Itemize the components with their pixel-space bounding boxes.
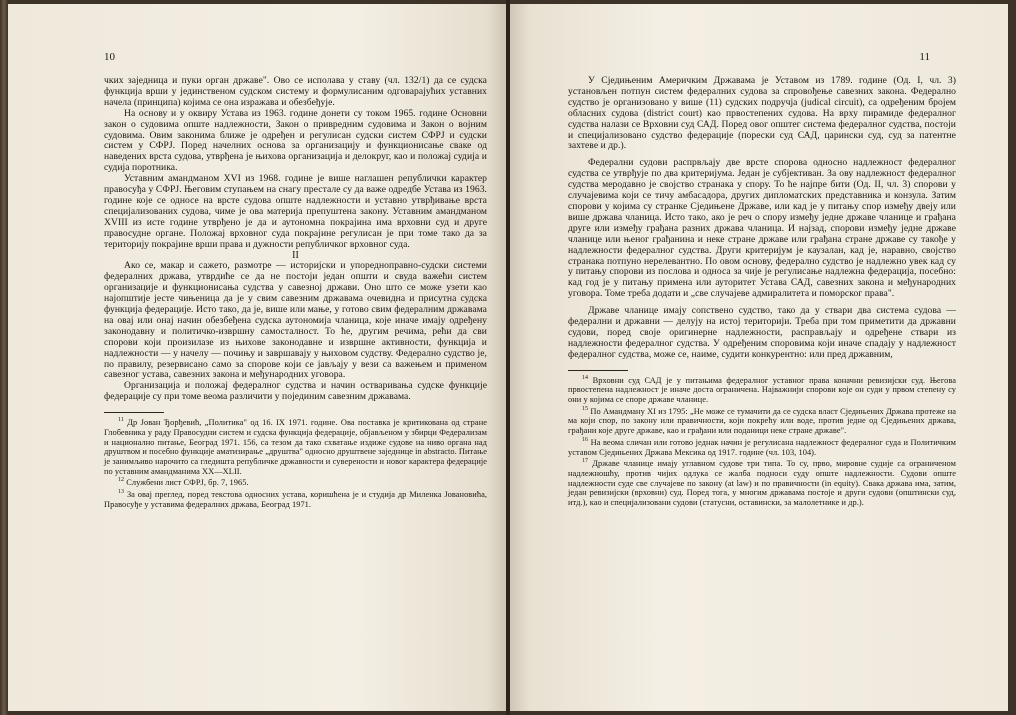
footnote-text: На веома сличан или готово једнак начин је регулисана надлежност федералног суда и Политичким уставом Сједињених Држава Мексика од 1917. године (чл. 103, 104). (568, 437, 956, 457)
footnote-text: Др Јован Ђорђевић, „Политика" од 16. IX 1971. године. Ова поставка је критикована од стране Глобевника у раду Правосудни систем и судска функција федерације, објављеном у збирци Федерализам и национално питање, Београд 1971. 156, са тезом да тако схватање издиже судове на ниво органа над друштвом и посебно функције аматизирање „друштва" односно друштвене заједнице in abstracto. Питање је занимљиво нарочито са гледишта републичке државности и суверености и новог карактера федерације по уставним амандманима XX—XLII. (104, 418, 487, 476)
paragraph: Федерални судови распрвљају две врсте спорова односно надлежност федералног судства се утврђује по два критеријума. Један је субјективан. За ову надлежност федералног судства меродавно је својство странака у спору. То ће најпре бити (Од. II, чл. 3) спорови у случајевима који се тичу амбасадора, других дипломатских представника и конзула. Затим спорови у којима су странке Сједињене Државе, или кад је у питању спор између двеју или више држава чланица. Исто тако, ако је реч о спору између једне државе чланице и грађана друге или између грађана разних држава чланица. И најзад, спорови између једне државе чланице или њеног грађанина и неке стране државе или грађана стране државе су такође у надлежности федералног судства. Други критеријум је каузалан, кад је, наравно, својство странака потпуно нерелевантно. По овом основу, федерално судство је надлежно увек кад су у питању спорови из послова и односа за чије је регулисање надлежна федерација, посебно: кад год је у питању примена или ауторитет Устава САД, савезних закона и међународних уговора. Томе треба додати и „све случајеве адмиралитета и поморског права". (568, 157, 956, 300)
footnote (104, 478, 487, 488)
footnote-number: 17 (582, 458, 589, 465)
left-page (8, 4, 506, 711)
paragraph: Државе чланице имају сопствено судство, тако да у ствари два система судова — федерални и државни — делују на истој територији. Треба при том приметити да државни судови, поред своје оригинерне надлежности, расправљају и одређене ствари из надлежности федералног судства. У одређеним споровима који иначе спадају у надлежност федералног судства, може се, наиме, судити конкурентно: или пред државним, (568, 305, 956, 360)
paragraph: Организација и положај федералног судства и начин остваривања судске функције федерације су при томе веома различити у појединим савезним државама. (104, 380, 487, 403)
right-page-body (568, 76, 956, 510)
footnote-text: По Амандману XI из 1795: „Не може се тумачити да се судска власт Сједињених Држава протеже на ма који спор, по закону или правичности, који покрећу или воде, против једне од Сједињених држава, грађани које друге државе, као и грађани или поданици неке стране државе". (568, 406, 956, 436)
right-page (510, 4, 1008, 711)
footnote-divider (104, 412, 164, 413)
footnote-text: Службени лист СФРЈ, бр. 7, 1965. (126, 478, 249, 488)
footnote-text: За овај преглед, поред текстова односних устава, коришћена је и студија др Миленка Јовановића, Правосуђе у уставима федералних држава, Београд 1971. (104, 490, 487, 509)
paragraph: чких заједница и пуки орган државе". Ово се исполава у ставу (чл. 132/1) да се судска функција врши у јединственом судском систему и формулисаним одговарајућих уставних начела (принципа) којима се она изражава и обезбеђује. (104, 75, 487, 108)
footnote-text: Државе чланице имају углавном судове три типа. То су, прво, мировне судије са ограниченом надлежношћу, против чијих одлука се жалба подноси суду опште надлежности. Судови опште надлежности суде све случајеве по закону (at law) и по правичности (in equity). Свака држава има, затим, један ревизијски (врховни) суд. Поред тога, у многим државама постоје и други судови (општински суд, итд.), као и специјализовани судови (статусни, оставински, за малолетнике и др.). (568, 459, 956, 508)
page-number: 11 (919, 51, 930, 63)
paragraph: Уставним амандманом XVI из 1968. године је више наглашен републички карактер правосуђа у СФРЈ. Његовим ступањем на снагу престале су да важе одредбе Устава из 1963. године које се односе на врсте судова опште надлежности и уставно утврђивање врста специјализованих судова, чиме је ова материја препуштена закону. Уставним амандманом XVIII из исте године утврђено је да и аутономна покрајина има врховни суд и друге правосудне органе. Положај врховног суда покрајине регулисан је при томе тако да за територију покрајине врши права и дужности републичког врховног суда. (104, 173, 487, 250)
footnote (568, 459, 956, 508)
paragraph: На основу и у оквиру Устава из 1963. године донети су током 1965. године Основни закон о судовима опште надлежности, Закон о привредним судовима и Закон о војним судовима. Овим законима ближе је одређен и регулисан судски систем СФРЈ и судски систем у СФРЈ. Поред начелних основа за организацију и функционисање сваке од наведених врста судова, утврђена је њихова организација и делокруг, као и положај судија и судија поротника. (104, 107, 487, 174)
footnote (104, 418, 487, 476)
footnote-number: 14 (582, 374, 589, 381)
paragraph: Ако се, макар и сажето, размотре — историјски и упоредноправно-судски системи федералних држава, утврдиће се да не постоји један општи и свуда важећи систем организације и функционисања судства у савезној држави. Оно што се може узети као најопштије јесте чињеница да је у свим савезним државама очевидна и присутна судска функција федерације. Исто тако, да је, више или мање, у готово свим федералним државама на овај или онај начин обезбеђена судска аутономија чланица, које иначе имају одређену законодавну и политичко-извршну самосталност. То ће, другим речима, рећи да сви спорови који произилазе из њихове законодавне и извршне активности, функција и надлежности — у начелу — почињу и завршавају у њиховом судству. Федерално судство је, по правилу, резервисано само за спорове који се јављају у вези са важењем и применом савезног устава, савезних закона и међународних уговора. (104, 260, 487, 381)
footnote (568, 407, 956, 436)
footnote-number: 12 (118, 477, 125, 484)
footnote-divider (568, 370, 628, 371)
footnote-number: 15 (582, 405, 589, 412)
footnote-number: 13 (118, 489, 125, 496)
footnote (104, 490, 487, 509)
footnote (568, 376, 956, 405)
footnote (568, 438, 956, 457)
footnote-number: 11 (118, 417, 124, 424)
footnote-text: Врховни суд САД је у питањима федералног уставног права коначни ревизијски суд. Његова првостепена надлежност је иначе доста ограничена. Најважнији спорови које он суди у првом степену су они у којима се споре државе чланице. (568, 375, 956, 405)
paragraph: У Сједињеним Америчким Државама је Уставом из 1789. године (Од. I, чл. 3) установљен потпун систем федералних судова за спровођење савезних закона. Федерално судство је организовано у више (11) судских подручја (judical circuit), са одређеним бројем обласних судова (district court) као првостепених судова. На врху пирамиде федералног судства налази се Врховни суд САД. Поред овог општег система федералног судства, постоји и специјализовано судство федерације (порески суд САД, царински суд, суд за патентне захтеве и др.). (568, 75, 956, 152)
footnote-number: 16 (582, 437, 589, 444)
page-number: 10 (104, 51, 115, 63)
section-heading: II (292, 249, 299, 261)
left-page-body (104, 76, 487, 512)
